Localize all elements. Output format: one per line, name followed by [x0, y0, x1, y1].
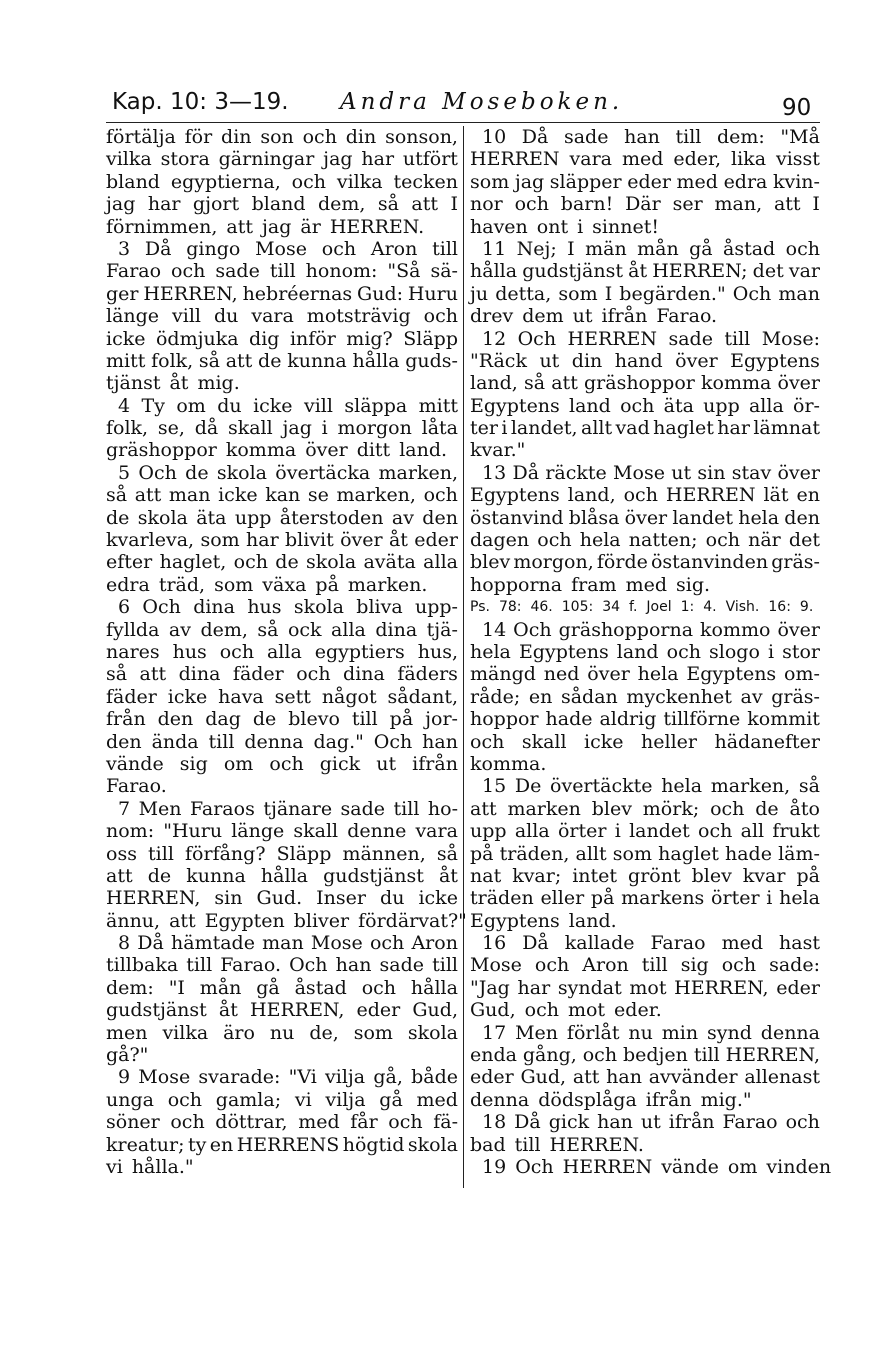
- text-line: enda gång, och bedjen till HERREN,: [470, 1044, 820, 1067]
- text-line: som jag släpper eder med edra kvin-: [470, 170, 820, 193]
- text-line: land, så att gräshoppor komma över: [470, 372, 820, 395]
- text-line: 3 Då gingo Mose och Aron till: [118, 237, 458, 260]
- text-line: 7 Men Faraos tjänare sade till ho-: [118, 797, 458, 820]
- book-title: Andra Moseboken.: [340, 89, 624, 115]
- left-column: [106, 126, 467, 1178]
- text-line: 19 Och HERREN vände om vinden: [482, 1155, 832, 1178]
- text-line: att marken blev mörk; och de åto: [470, 797, 820, 820]
- text-line: 8 Då hämtade man Mose och Aron: [118, 932, 458, 955]
- text-line: "Jag har syndat mot HERREN, eder: [470, 976, 820, 999]
- text-line: att de kunna hålla gudstjänst åt: [106, 864, 458, 887]
- text-line: men vilka äro nu de, som skola: [106, 1021, 458, 1044]
- text-line: Farao.: [106, 775, 167, 798]
- text-line: de skola äta upp återstoden av den: [106, 506, 458, 529]
- text-line: ger HERREN, hebréernas Gud: Huru: [106, 282, 458, 305]
- text-line: ännu, att Egypten bliver fördärvat?": [106, 909, 467, 932]
- text-line: den ända till denna dag." Och han: [106, 730, 458, 753]
- text-line: 13 Då räckte Mose ut sin stav över: [482, 461, 820, 484]
- text-line: ju detta, som I begärden." Och man: [470, 282, 820, 305]
- text-line: eder Gud, att han avvänder allenast: [470, 1066, 820, 1089]
- text-line: folk, se, då skall jag i morgon låta: [106, 417, 458, 440]
- text-line: 14 Och gräshopporna kommo över: [482, 618, 820, 641]
- text-line: 15 De övertäckte hela marken, så: [482, 775, 820, 798]
- text-line: upp alla örter i landet och all frukt: [470, 820, 820, 843]
- text-line: på träden, allt som haglet hade läm-: [470, 842, 820, 865]
- text-line: söner och döttrar, med får och fä-: [106, 1111, 458, 1134]
- text-line: HERREN, sin Gud. Inser du icke: [106, 887, 458, 910]
- text-line: hela Egyptens land och slogo i stor: [470, 640, 820, 663]
- text-line: 17 Men förlåt nu min synd denna: [482, 1021, 820, 1044]
- text-line: gräshoppor komma över ditt land.: [106, 439, 448, 462]
- text-line: från den dag de blevo till på jor-: [106, 708, 458, 731]
- text-line: haven ont i sinnet!: [470, 215, 659, 238]
- text-line: Mose och Aron till sig och sade:: [470, 954, 820, 977]
- text-line: ter i landet, allt vad haglet har lämnat: [470, 417, 820, 440]
- chapter-reference: Kap. 10: 3—19.: [112, 89, 289, 115]
- text-line: dagen och hela natten; och när det: [470, 529, 820, 552]
- text-line: 10 Då sade han till dem: "Må: [482, 126, 820, 148]
- text-line: östanvind blåsa över landet hela den: [470, 506, 820, 529]
- text-line: nat kvar; intet grönt blev kvar på: [470, 864, 820, 887]
- text-line: vilka stora gärningar jag har utfört: [106, 148, 458, 171]
- column-divider: [463, 126, 464, 1188]
- text-line: fäder icke hava sett något sådant,: [106, 685, 458, 708]
- text-line: HERREN vara med eder, lika visst: [470, 148, 820, 171]
- text-line: Egyptens land, och HERREN lät en: [470, 484, 820, 507]
- text-line: nom: "Huru länge skall denne vara: [106, 820, 458, 843]
- text-line: så att dina fäder och dina fäders: [106, 663, 458, 686]
- text-line: råde; en sådan myckenhet av gräs-: [470, 685, 820, 708]
- text-line: fyllda av dem, så ock alla dina tjä-: [106, 618, 458, 641]
- text-line: 12 Och HERREN sade till Mose:: [482, 327, 820, 350]
- text-line: 16 Då kallade Farao med hast: [482, 932, 820, 955]
- text-line: Gud, och mot eder.: [470, 999, 662, 1022]
- text-line: bad till HERREN.: [470, 1133, 644, 1156]
- text-line: efter haglet, och de skola aväta alla: [106, 551, 458, 574]
- text-line: 5 Och de skola övertäcka marken,: [118, 461, 458, 484]
- text-line: edra träd, som växa på marken.: [106, 573, 428, 596]
- text-line: Farao och sade till honom: "Så sä-: [106, 260, 458, 283]
- page-number: 90: [782, 95, 812, 121]
- text-line: hopporna fram med sig.: [470, 573, 711, 596]
- text-line: 6 Och dina hus skola bliva upp-: [118, 596, 458, 619]
- text-line: dem: "I mån gå åstad och hålla: [106, 976, 458, 999]
- text-line: bland egyptierna, och vilka tecken: [106, 170, 458, 193]
- text-line: blev morgon, förde östanvinden gräs-: [470, 551, 820, 574]
- text-line: jag har gjort bland dem, så att I: [106, 193, 458, 216]
- text-line: 4 Ty om du icke vill släppa mitt: [118, 394, 458, 417]
- text-line: gudstjänst åt HERREN, eder Gud,: [106, 999, 458, 1022]
- text-line: förtälja för din son och din sonson,: [106, 126, 458, 148]
- text-line: 9 Mose svarade: "Vi vilja gå, både: [118, 1066, 458, 1089]
- header-rule: [106, 122, 820, 123]
- text-line: så att man icke kan se marken, och: [106, 484, 458, 507]
- text-line: kvar.": [470, 439, 526, 462]
- text-line: icke ödmjuka dig inför mig? Släpp: [106, 327, 458, 350]
- text-line: kreatur; ty en HERRENS högtid skola: [106, 1133, 458, 1156]
- text-line: och skall icke heller hädanefter: [470, 730, 820, 753]
- text-line: 11 Nej; I män mån gå åstad och: [482, 237, 820, 260]
- text-line: drev dem ut ifrån Farao.: [470, 305, 718, 328]
- text-line: oss till förfång? Släpp männen, så: [106, 842, 458, 865]
- text-line: Egyptens land.: [470, 909, 617, 932]
- text-line: unga och gamla; vi vilja gå med: [106, 1088, 458, 1111]
- text-line: mitt folk, så att de kunna hålla guds-: [106, 349, 458, 372]
- text-line: förnimmen, att jag är HERREN.: [106, 215, 425, 238]
- text-line: gå?": [106, 1044, 149, 1067]
- text-line: 18 Då gick han ut ifrån Farao och: [482, 1111, 820, 1134]
- text-line: mängd ned över hela Egyptens om-: [470, 663, 820, 686]
- text-line: vi hålla.": [106, 1155, 194, 1178]
- text-line: nor och barn! Där ser man, att I: [470, 193, 820, 216]
- text-line: tillbaka till Farao. Och han sade till: [106, 954, 458, 977]
- text-line: tjänst åt mig.: [106, 372, 240, 395]
- text-line: Egyptens land och äta upp alla ör-: [470, 394, 820, 417]
- text-line: komma.: [470, 752, 547, 775]
- text-line: Ps. 78: 46. 105: 34 f. Joel 1: 4. Vish. 16: 9.: [470, 599, 814, 616]
- text-line: nares hus och alla egyptiers hus,: [106, 640, 458, 663]
- text-line: kvarleva, som har blivit över åt eder: [106, 529, 458, 552]
- text-line: hålla gudstjänst åt HERREN; det var: [470, 260, 820, 283]
- right-column: [470, 126, 832, 1178]
- text-line: denna dödsplåga ifrån mig.": [470, 1088, 752, 1111]
- text-line: träden eller på markens örter i hela: [470, 887, 820, 910]
- text-line: länge vill du vara motsträvig och: [106, 305, 458, 328]
- text-line: "Räck ut din hand över Egyptens: [470, 349, 820, 372]
- text-line: hoppor hade aldrig tillförne kommit: [470, 708, 820, 731]
- text-line: vände sig om och gick ut ifrån: [106, 752, 458, 775]
